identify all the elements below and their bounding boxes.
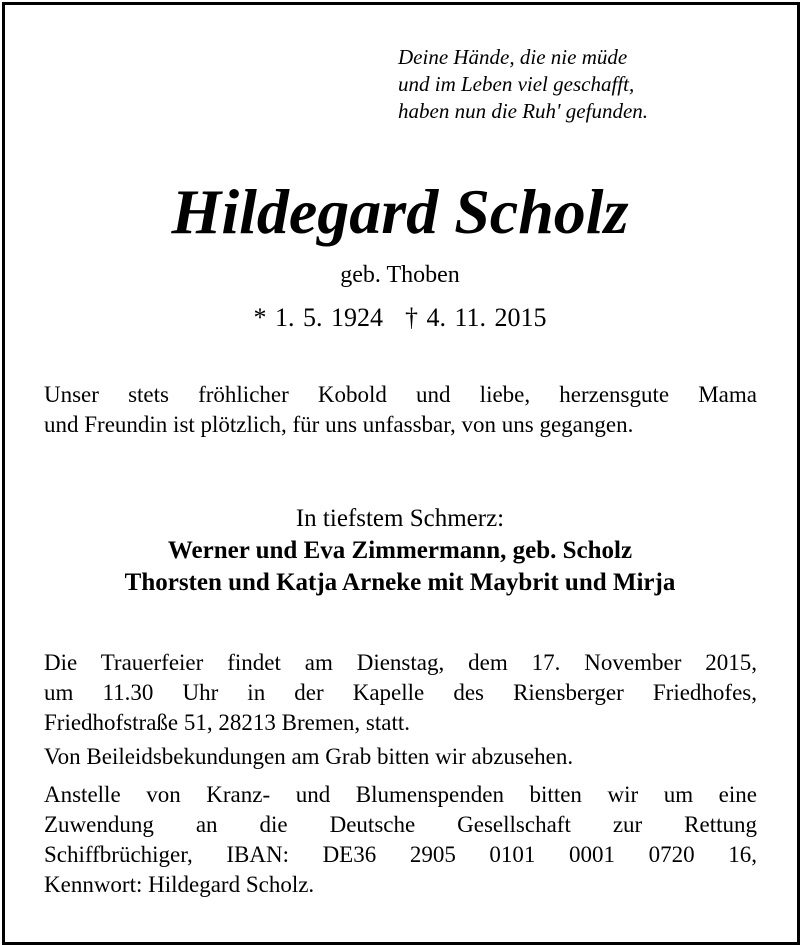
- donation-line: Kennwort: Hildegard Scholz.: [44, 872, 315, 897]
- birth-date: * 1. 5. 1924: [253, 303, 383, 332]
- intro-line: und Freundin ist plötzlich, für uns unfassbar, von uns gegangen.: [44, 412, 634, 437]
- intro-line: Unser stets fröhlicher Kobold und liebe, herzensgute Mama: [44, 382, 757, 407]
- poem-line: Deine Hände, die nie müde: [398, 45, 628, 69]
- condolence-line: Von Beileidsbekundungen am Grab bitten wir abzusehen.: [44, 744, 574, 769]
- donation-line: Schiffbrüchiger, IBAN: DE36 2905 0101 0001 0720 16,: [44, 842, 757, 867]
- donation-paragraph: [44, 780, 757, 900]
- poem-line: haben nun die Ruh' gefunden.: [398, 99, 649, 123]
- mourners-block: [0, 503, 800, 599]
- mourner-line: Thorsten und Katja Arneke mit Maybrit und Mirja: [124, 569, 676, 596]
- deceased-name: Hildegard Scholz: [171, 176, 629, 247]
- mourners-heading: In tiefstem Schmerz:: [295, 505, 505, 532]
- life-dates: [0, 302, 800, 334]
- funeral-line: um 11.30 Uhr in der Kapelle des Riensberger Friedhofes,: [44, 680, 757, 705]
- maiden-name: geb. Thoben: [340, 262, 460, 288]
- poem-line: und im Leben viel geschafft,: [398, 72, 635, 96]
- funeral-paragraph: [44, 648, 757, 738]
- funeral-line: Die Trauerfeier findet am Dienstag, dem 17. November 2015,: [44, 650, 757, 675]
- poem-verse: [398, 44, 648, 125]
- intro-paragraph: [44, 380, 757, 440]
- death-date: † 4. 11. 2015: [404, 303, 547, 332]
- mourner-line: Werner und Eva Zimmermann, geb. Scholz: [167, 537, 633, 564]
- donation-line: Anstelle von Kranz- und Blumenspenden bitten wir um eine: [44, 782, 757, 807]
- funeral-line: Friedhofstraße 51, 28213 Bremen, statt.: [44, 710, 411, 735]
- donation-line: Zuwendung an die Deutsche Gesellschaft zur Rettung: [44, 812, 757, 837]
- condolence-note: [44, 742, 757, 772]
